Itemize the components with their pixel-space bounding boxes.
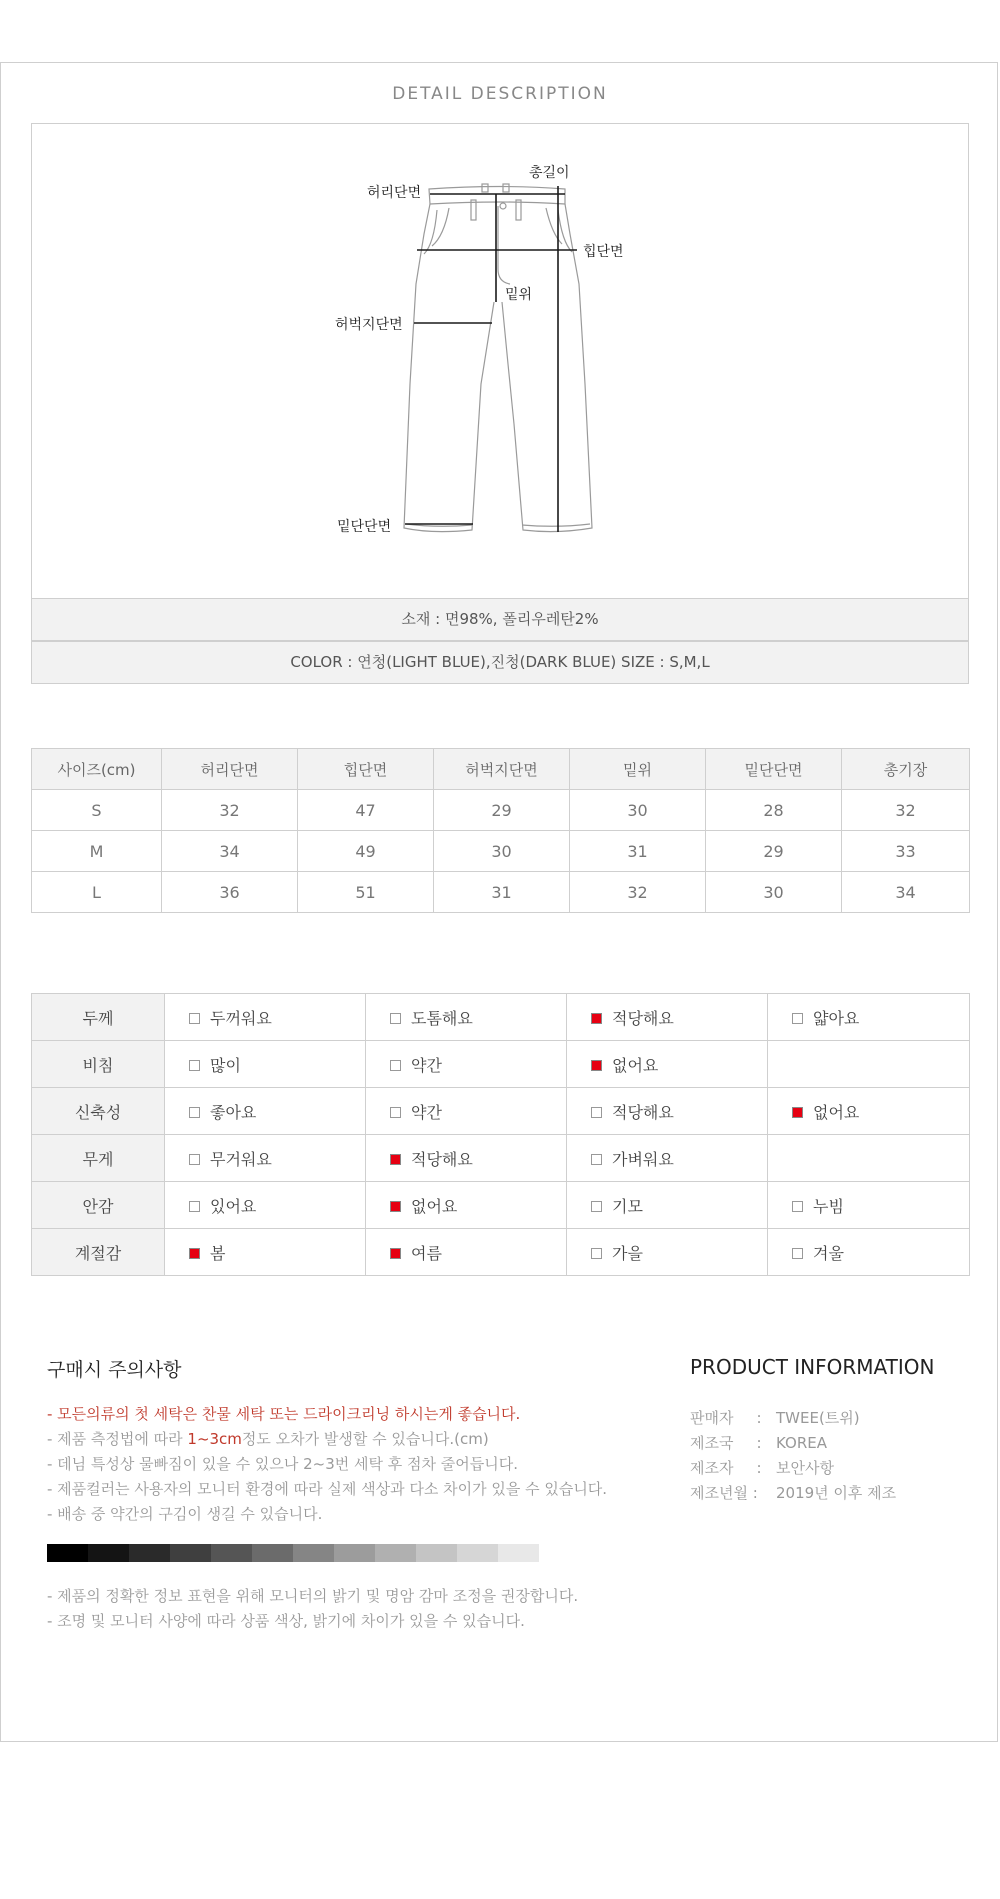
size-cell: 31 bbox=[570, 831, 706, 872]
attribute-label: 두께 bbox=[32, 994, 165, 1041]
caution-line bbox=[47, 1427, 607, 1452]
label-hem: 밑단단면 bbox=[337, 519, 392, 535]
caution-title: 구매시 주의사항 bbox=[47, 1359, 182, 1381]
gray-swatch bbox=[252, 1544, 293, 1562]
info-value: KOREA bbox=[776, 1434, 827, 1452]
size-cell: 29 bbox=[706, 831, 842, 872]
caution-notes bbox=[47, 1402, 607, 1527]
option-label: 가벼워요 bbox=[612, 1149, 674, 1169]
product-info-list bbox=[690, 1406, 896, 1506]
table-row bbox=[32, 1229, 970, 1276]
monitor-note: - 조명 및 모니터 사양에 따라 상품 색상, 밝기에 차이가 있을 수 있습니다. bbox=[47, 1612, 525, 1630]
unchecked-checkbox bbox=[792, 1013, 803, 1024]
info-colon: : bbox=[756, 1409, 762, 1427]
option-label: 누빔 bbox=[813, 1196, 844, 1216]
size-cell: 28 bbox=[706, 790, 842, 831]
monitor-note: - 제품의 정확한 정보 표현을 위해 모니터의 밝기 및 명암 감마 조정을 권장합니다. bbox=[47, 1587, 579, 1605]
checked-checkbox bbox=[591, 1013, 602, 1024]
attribute-label: 계절감 bbox=[32, 1229, 165, 1276]
attribute-option bbox=[768, 1229, 970, 1276]
attribute-option bbox=[567, 1135, 768, 1182]
table-row bbox=[32, 872, 970, 913]
size-header-cell: 허리단면 bbox=[162, 749, 298, 790]
gray-swatch bbox=[170, 1544, 211, 1562]
gray-swatch bbox=[334, 1544, 375, 1562]
gray-swatch bbox=[47, 1544, 88, 1562]
size-cell: 29 bbox=[434, 790, 570, 831]
attribute-option bbox=[165, 1135, 366, 1182]
table-row bbox=[32, 1041, 970, 1088]
option-label: 봄 bbox=[210, 1243, 226, 1263]
unchecked-checkbox bbox=[792, 1248, 803, 1259]
pants-illustration bbox=[32, 124, 970, 600]
attribute-option bbox=[366, 1088, 567, 1135]
info-colon: : bbox=[756, 1459, 762, 1477]
unchecked-checkbox bbox=[591, 1201, 602, 1212]
attribute-option bbox=[768, 1088, 970, 1135]
size-cell: 47 bbox=[298, 790, 434, 831]
attribute-label: 안감 bbox=[32, 1182, 165, 1229]
attribute-option bbox=[567, 1182, 768, 1229]
label-hip: 힙단면 bbox=[583, 244, 624, 260]
size-header-cell: 밑위 bbox=[570, 749, 706, 790]
caution-text: - 제품 측정법에 따라 bbox=[47, 1430, 188, 1448]
option-label: 없어요 bbox=[411, 1196, 458, 1216]
table-row bbox=[32, 1135, 970, 1182]
size-header-cell: 총기장 bbox=[842, 749, 970, 790]
caution-text: 정도 오차가 발생할 수 있습니다.(cm) bbox=[241, 1430, 489, 1448]
size-cell: 33 bbox=[842, 831, 970, 872]
unchecked-checkbox bbox=[390, 1060, 401, 1071]
size-cell: 34 bbox=[162, 831, 298, 872]
table-row bbox=[32, 790, 970, 831]
option-label: 약간 bbox=[411, 1055, 442, 1075]
product-info-row bbox=[690, 1406, 896, 1431]
product-info-row bbox=[690, 1456, 896, 1481]
option-label: 적당해요 bbox=[612, 1102, 674, 1122]
table-row bbox=[32, 1182, 970, 1229]
info-key: 제조자 bbox=[690, 1459, 734, 1477]
attribute-option bbox=[567, 994, 768, 1041]
gray-swatch bbox=[88, 1544, 129, 1562]
unchecked-checkbox bbox=[591, 1107, 602, 1118]
color-size-info: COLOR : 연청(LIGHT BLUE),진청(DARK BLUE) SIZE : S,M,L bbox=[31, 641, 969, 684]
material-info: 소재 : 면98%, 폴리우레탄2% bbox=[31, 598, 969, 641]
unchecked-checkbox bbox=[390, 1107, 401, 1118]
attribute-option bbox=[165, 994, 366, 1041]
product-info-row bbox=[690, 1431, 896, 1456]
option-label: 많이 bbox=[210, 1055, 241, 1075]
gray-scale-bar bbox=[47, 1544, 539, 1562]
attribute-option bbox=[768, 1182, 970, 1229]
unchecked-checkbox bbox=[591, 1248, 602, 1259]
caution-line: - 모든의류의 첫 세탁은 찬물 세탁 또는 드라이크리닝 하시는게 좋습니다. bbox=[47, 1405, 521, 1423]
size-cell: 32 bbox=[162, 790, 298, 831]
attribute-option bbox=[567, 1041, 768, 1088]
size-header-cell: 사이즈(cm) bbox=[32, 749, 162, 790]
option-label: 겨울 bbox=[813, 1243, 844, 1263]
size-cell: 32 bbox=[570, 872, 706, 913]
attribute-option bbox=[165, 1088, 366, 1135]
empty-cell bbox=[768, 1135, 970, 1182]
checked-checkbox bbox=[390, 1201, 401, 1212]
option-label: 여름 bbox=[411, 1243, 442, 1263]
option-label: 약간 bbox=[411, 1102, 442, 1122]
size-cell: 30 bbox=[570, 790, 706, 831]
caution-highlight: 1~3cm bbox=[187, 1430, 242, 1448]
caution-line: - 배송 중 약간의 구김이 생길 수 있습니다. bbox=[47, 1505, 323, 1523]
attribute-option bbox=[366, 1182, 567, 1229]
attribute-option bbox=[165, 1182, 366, 1229]
size-cell: 32 bbox=[842, 790, 970, 831]
size-cell: S bbox=[32, 790, 162, 831]
caution-line: - 데님 특성상 물빠짐이 있을 수 있으나 2~3번 세탁 후 점차 줄어듭니다. bbox=[47, 1455, 519, 1473]
size-header-cell: 밑단단면 bbox=[706, 749, 842, 790]
unchecked-checkbox bbox=[189, 1107, 200, 1118]
unchecked-checkbox bbox=[591, 1154, 602, 1165]
attribute-option bbox=[366, 994, 567, 1041]
size-diagram bbox=[31, 123, 969, 599]
info-key: 제조년월 : bbox=[690, 1484, 758, 1502]
attribute-option bbox=[366, 1041, 567, 1088]
size-cell: 30 bbox=[706, 872, 842, 913]
gray-swatch bbox=[498, 1544, 539, 1562]
option-label: 기모 bbox=[612, 1196, 643, 1216]
label-rise: 밑위 bbox=[505, 287, 533, 303]
monitor-notes bbox=[47, 1584, 578, 1634]
option-label: 없어요 bbox=[813, 1102, 860, 1122]
option-label: 적당해요 bbox=[612, 1008, 674, 1028]
gray-swatch bbox=[211, 1544, 252, 1562]
empty-cell bbox=[768, 1041, 970, 1088]
gray-swatch bbox=[293, 1544, 334, 1562]
info-value: 2019년 이후 제조 bbox=[776, 1484, 897, 1502]
size-cell: L bbox=[32, 872, 162, 913]
info-key: 판매자 bbox=[690, 1409, 734, 1427]
unchecked-checkbox bbox=[189, 1154, 200, 1165]
option-label: 좋아요 bbox=[210, 1102, 257, 1122]
table-row bbox=[32, 994, 970, 1041]
gray-swatch bbox=[129, 1544, 170, 1562]
size-cell: 31 bbox=[434, 872, 570, 913]
size-table bbox=[31, 748, 970, 913]
option-label: 없어요 bbox=[612, 1055, 659, 1075]
gray-swatch bbox=[457, 1544, 498, 1562]
checked-checkbox bbox=[390, 1154, 401, 1165]
size-cell: 36 bbox=[162, 872, 298, 913]
option-label: 적당해요 bbox=[411, 1149, 473, 1169]
attribute-option bbox=[768, 994, 970, 1041]
product-info-title: PRODUCT INFORMATION bbox=[690, 1355, 935, 1379]
unchecked-checkbox bbox=[792, 1201, 803, 1212]
attribute-option bbox=[366, 1229, 567, 1276]
attribute-label: 신축성 bbox=[32, 1088, 165, 1135]
option-label: 얇아요 bbox=[813, 1008, 860, 1028]
attribute-option bbox=[165, 1041, 366, 1088]
info-colon: : bbox=[756, 1434, 762, 1452]
caution-line: - 제품컬러는 사용자의 모니터 환경에 따라 실제 색상과 다소 차이가 있을 수 있습니다. bbox=[47, 1480, 608, 1498]
size-cell: 49 bbox=[298, 831, 434, 872]
fabric-attribute-table bbox=[31, 993, 970, 1276]
size-cell: 51 bbox=[298, 872, 434, 913]
attribute-label: 비침 bbox=[32, 1041, 165, 1088]
info-value: 보안사항 bbox=[776, 1459, 834, 1477]
label-thigh: 허벅지단면 bbox=[335, 317, 403, 333]
checked-checkbox bbox=[390, 1248, 401, 1259]
checked-checkbox bbox=[591, 1060, 602, 1071]
attribute-option bbox=[366, 1135, 567, 1182]
section-title: DETAIL DESCRIPTION bbox=[392, 84, 608, 104]
checked-checkbox bbox=[189, 1248, 200, 1259]
option-label: 두꺼워요 bbox=[210, 1008, 272, 1028]
unchecked-checkbox bbox=[189, 1060, 200, 1071]
attribute-option bbox=[567, 1229, 768, 1276]
size-cell: 30 bbox=[434, 831, 570, 872]
option-label: 있어요 bbox=[210, 1196, 257, 1216]
info-key: 제조국 bbox=[690, 1434, 734, 1452]
option-label: 도톰해요 bbox=[411, 1008, 473, 1028]
unchecked-checkbox bbox=[189, 1013, 200, 1024]
table-row bbox=[32, 831, 970, 872]
label-waist: 허리단면 bbox=[367, 185, 422, 201]
option-label: 무거워요 bbox=[210, 1149, 272, 1169]
size-header-cell: 허벅지단면 bbox=[434, 749, 570, 790]
size-header-cell: 힙단면 bbox=[298, 749, 434, 790]
attribute-label: 무게 bbox=[32, 1135, 165, 1182]
checked-checkbox bbox=[792, 1107, 803, 1118]
unchecked-checkbox bbox=[390, 1013, 401, 1024]
product-info-row bbox=[690, 1481, 896, 1506]
size-cell: M bbox=[32, 831, 162, 872]
size-cell: 34 bbox=[842, 872, 970, 913]
unchecked-checkbox bbox=[189, 1201, 200, 1212]
gray-swatch bbox=[416, 1544, 457, 1562]
attribute-option bbox=[165, 1229, 366, 1276]
attribute-option bbox=[567, 1088, 768, 1135]
label-total-length: 총길이 bbox=[529, 165, 570, 181]
option-label: 가을 bbox=[612, 1243, 643, 1263]
size-table-header bbox=[32, 749, 970, 790]
table-row bbox=[32, 1088, 970, 1135]
gray-swatch bbox=[375, 1544, 416, 1562]
info-value: TWEE(트위) bbox=[776, 1409, 860, 1427]
